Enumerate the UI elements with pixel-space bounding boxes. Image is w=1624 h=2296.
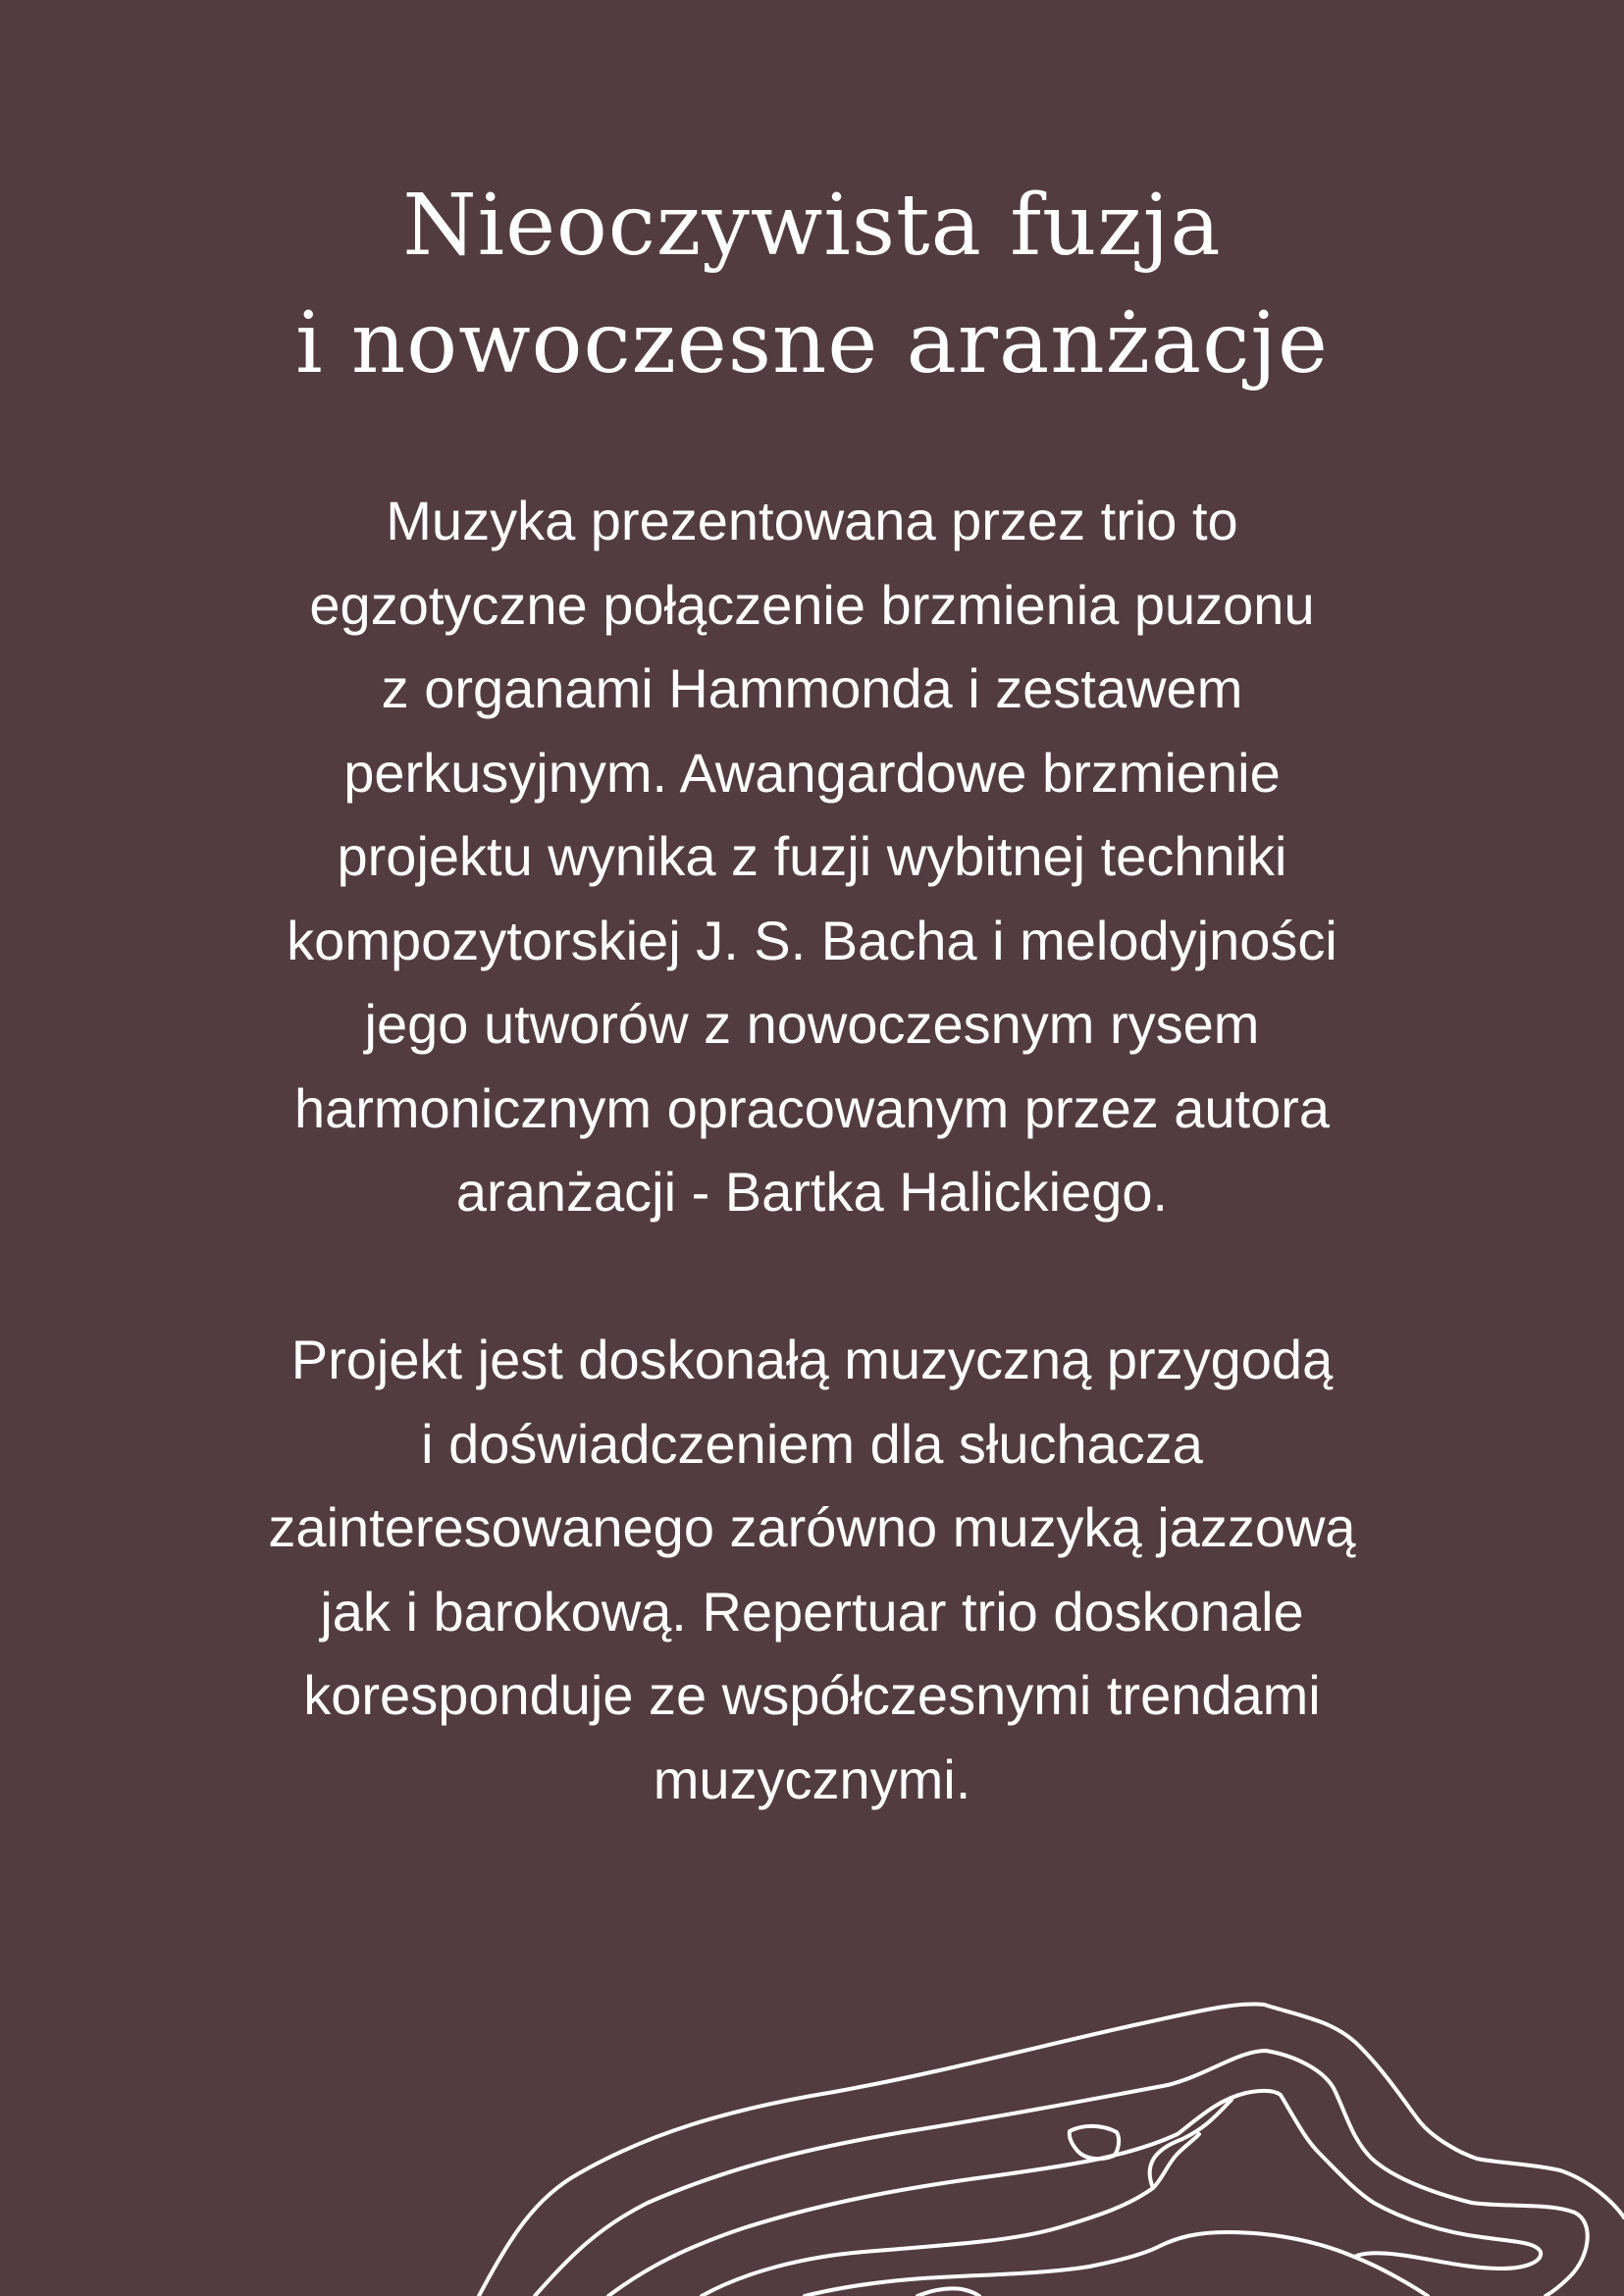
text-line: koresponduje ze współczesnymi trendami xyxy=(303,1664,1321,1726)
text-line: jego utworów z nowoczesnym rysem xyxy=(364,993,1260,1055)
text-line: egzotyczne połączenie brzmienia puzonu xyxy=(309,573,1315,636)
text-line: muzycznymi. xyxy=(653,1748,971,1810)
paragraph-intro xyxy=(0,479,1624,1234)
contour-line xyxy=(917,2288,979,2296)
paragraph-project xyxy=(0,1318,1624,1821)
contour-line xyxy=(702,2100,1231,2296)
text-line: z organami Hammonda i zestawem xyxy=(381,657,1243,719)
text-line: Projekt jest doskonałą muzyczną przygodą xyxy=(290,1329,1334,1390)
text-line: jak i barokową. Repertuar trio doskonale xyxy=(320,1580,1304,1643)
text-line: perkusyjnym. Awangardowe brzmienie xyxy=(343,741,1281,804)
text-line: Muzyka prezentowana przez trio to xyxy=(386,490,1238,551)
contour-line xyxy=(608,2091,1541,2296)
contour-line xyxy=(805,2232,1428,2296)
page-title xyxy=(0,167,1624,402)
contour-island xyxy=(1070,2126,1119,2159)
contour-line xyxy=(479,2004,1624,2296)
text-line: i doświadczeniem dla słuchacza xyxy=(421,1412,1203,1475)
contour-line xyxy=(535,2051,1588,2296)
title-line: Nieoczywista fuzja xyxy=(402,177,1222,275)
text-line: harmonicznym opracowanym przez autora xyxy=(293,1076,1331,1139)
text-line: aranżacji - Bartka Halickiego. xyxy=(455,1161,1169,1223)
text-line: zainteresowanego zarówno muzyką jazzową xyxy=(268,1496,1356,1558)
title-line: i nowoczesne aranżacje xyxy=(295,294,1329,392)
text-line: projektu wynika z fuzji wybitnej techniki xyxy=(337,825,1287,887)
text-line: kompozytorskiej J. S. Bacha i melodyjności xyxy=(287,909,1337,971)
